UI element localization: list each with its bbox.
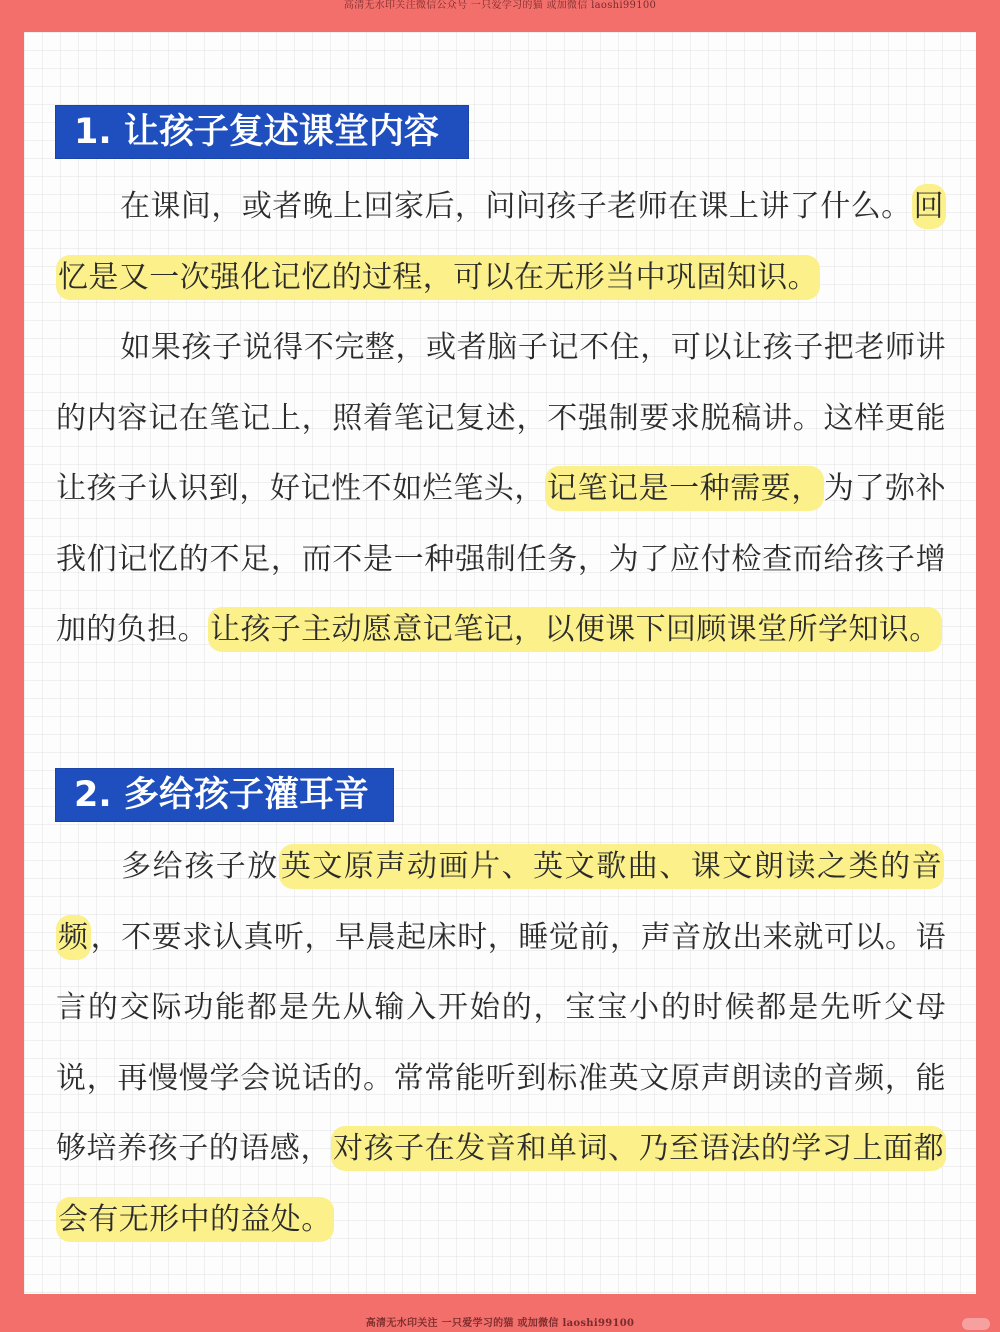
section1-body: [56, 172, 946, 666]
section1-p2-text-a: 如果孩子说得不完整，或者脑子记不住，可以让孩子把老师讲的内容记在笔记上，照着笔记复述，不强制要求脱稿讲。这样更能让孩子认识到，好记性不如烂笔头，: [56, 330, 946, 506]
section2-body: [56, 832, 946, 1255]
watermark-bottom: 高清无水印关注 一只爱学习的猫 或加微信 laoshi99100: [365, 1318, 635, 1329]
section2-p1-highlight-2: 对孩子在发音和单词、乃至语法的学习上面都会有无形中的益处。: [56, 1126, 946, 1242]
section1-p1-highlight: 回忆是又一次强化记忆的过程，可以在无形当中巩固知识。: [56, 184, 946, 300]
note-paper: [24, 32, 976, 1294]
section1-p2-highlight-1: 记笔记是一种需要，: [545, 466, 824, 511]
section2-paragraph-1: [56, 832, 946, 1255]
section1-heading: 1. 让孩子复述课堂内容: [56, 106, 468, 158]
section2-p1-text-a: 多给孩子放: [120, 849, 279, 884]
watermark-top: 高清无水印关注微信公众号 一只爱学习的猫 或加微信 laoshi99100: [343, 0, 657, 11]
section1-p2-text-b: 为了弥补我们记忆的不足，而不是一种强制任务，为了应付检查而给孩子增加的负担。: [56, 471, 946, 647]
section1-paragraph-2: [56, 313, 946, 666]
section2-p1-highlight-1: 英文原声动画片、英文歌曲、课文朗读之类的音频: [56, 844, 944, 960]
corner-badge: [962, 1318, 990, 1330]
section1-paragraph-1: [56, 172, 946, 313]
section1-p1-text: 在课间，或者晚上回家后，问问孩子老师在课上讲了什么。: [120, 189, 912, 224]
section2-p1-text-b: ，不要求认真听，早晨起床时，睡觉前，声音放出来就可以。语言的交际功能都是先从输入开始的，宝宝小的时候都是先听父母说，再慢慢学会说话的。常常能听到标准英文原声朗读的音频，能够培养孩子的语感，: [56, 919, 946, 1166]
section1-p2-highlight-2: 让孩子主动愿意记笔记，以便课下回顾课堂所学知识。: [208, 607, 942, 652]
section2-heading: 2. 多给孩子灌耳音: [56, 769, 393, 821]
